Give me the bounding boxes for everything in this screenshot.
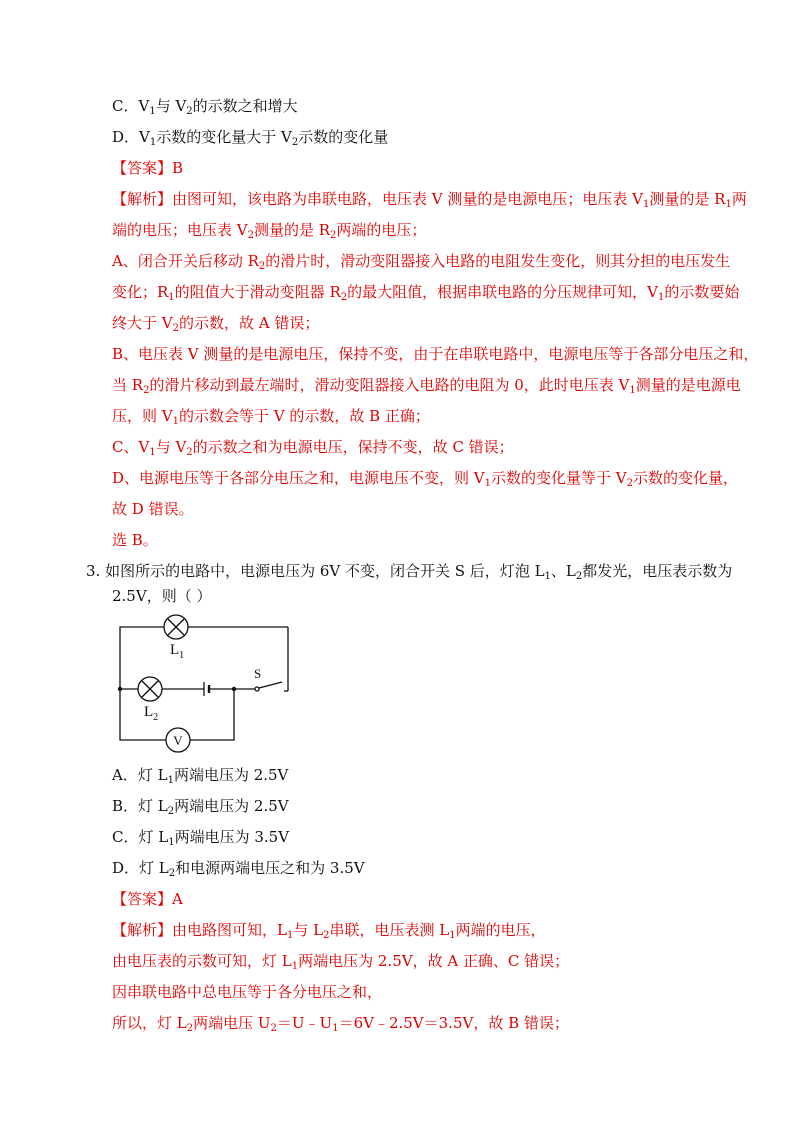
explanation-line: 终大于 $V_2$的示数，故 A 错误； — [112, 314, 320, 334]
wire — [190, 689, 234, 740]
explanation-line: 【解析】由图可知，该电路为串联电路，电压表 V 测量的是电源电压；电压表 $V_1$测量的是 $R_1$两 — [112, 190, 747, 210]
lamp-l2-icon — [138, 677, 162, 701]
voltmeter-label: V — [173, 733, 183, 748]
answer-label: 【答案】B — [112, 159, 184, 177]
lamp-l2-label: $L_2$ — [144, 704, 159, 723]
explanation-line: 所以，灯 $L_2$两端电压 $U_2=U﹣U_1=6V﹣2.5V=3.5V$，故 B 错误； — [112, 1014, 569, 1034]
explanation-line: 变化；$R_1$的阻值大于滑动变阻器 $R_2$的最大阻值，根据串联电路的分压规律可知，$V_1$的示数要始 — [112, 283, 740, 303]
explanation-line: 由电压表的示数可知，灯 $L_1$两端电压为 2.5V，故 A 正确、C 错误； — [112, 952, 570, 972]
junction-dot — [232, 687, 236, 691]
switch-label: S — [254, 666, 262, 681]
explanation-line: 当 $R_2$的滑片移动到最左端时，滑动变阻器接入电路的电阻为 0，此时电压表 $V_1$测量的是电源电 — [112, 376, 741, 396]
explanation-line: C、$V_1$与 $V_2$的示数之和为电源电压，保持不变，故 C 错误； — [112, 438, 514, 458]
explanation-line: 选 B。 — [112, 531, 158, 549]
explanation-line: A、闭合开关后移动 $R_2$的滑片时，滑动变阻器接入电路的电阻发生变化，则其分担的电压发生 — [112, 252, 731, 272]
explanation-line: 故 D 错误。 — [112, 500, 194, 518]
switch-icon — [255, 682, 288, 691]
lamp-l1-label: $L_1$ — [170, 642, 185, 661]
question-3-stem: 3. 如图所示的电路中，电源电压为 6V 不变，闭合开关 S 后，灯泡 $L_1$、$L_2$都发光，电压表示数为 — [86, 562, 733, 582]
circuit-diagram — [112, 612, 302, 754]
explanation-line: 压，则 $V_1$的示数会等于 V 的示数，故 B 正确； — [112, 407, 430, 427]
option-c: C．灯 $L_1$两端电压为 3.5V — [112, 828, 290, 848]
explanation-line: 【解析】由电路图可知，$L_1$与 $L_2$串联，电压表测 $L_1$两端的电压， — [112, 921, 546, 941]
explanation-line: B、电压表 V 测量的是电源电压，保持不变，由于在串联电路中，电源电压等于各部分电压之和， — [112, 345, 759, 363]
junction-dot — [118, 687, 122, 691]
explanation-line: 因串联电路中总电压等于各分电压之和， — [112, 983, 383, 1001]
explanation-line: 端的电压；电压表 $V_2$测量的是 $R_2$两端的电压； — [112, 221, 427, 241]
option-d: D．$V_1$示数的变化量大于 $V_2$示数的变化量 — [112, 128, 389, 148]
explanation-line: D、电源电压等于各部分电压之和，电源电压不变，则 $V_1$示数的变化量等于 $V_2$示数的变化量， — [112, 469, 739, 489]
option-b: B．灯 $L_2$两端电压为 2.5V — [112, 797, 289, 817]
option-a: A．灯 $L_1$两端电压为 2.5V — [112, 766, 289, 786]
answer-label: 【答案】A — [112, 890, 183, 908]
lamp-l1-icon — [164, 615, 188, 639]
battery-icon — [204, 682, 209, 696]
option-d: D．灯 $L_2$和电源两端电压之和为 3.5V — [112, 859, 365, 879]
question-3-stem-cont: 2.5V，则（ ） — [112, 587, 212, 605]
option-c: C．$V_1$与 $V_2$的示数之和增大 — [112, 97, 298, 117]
